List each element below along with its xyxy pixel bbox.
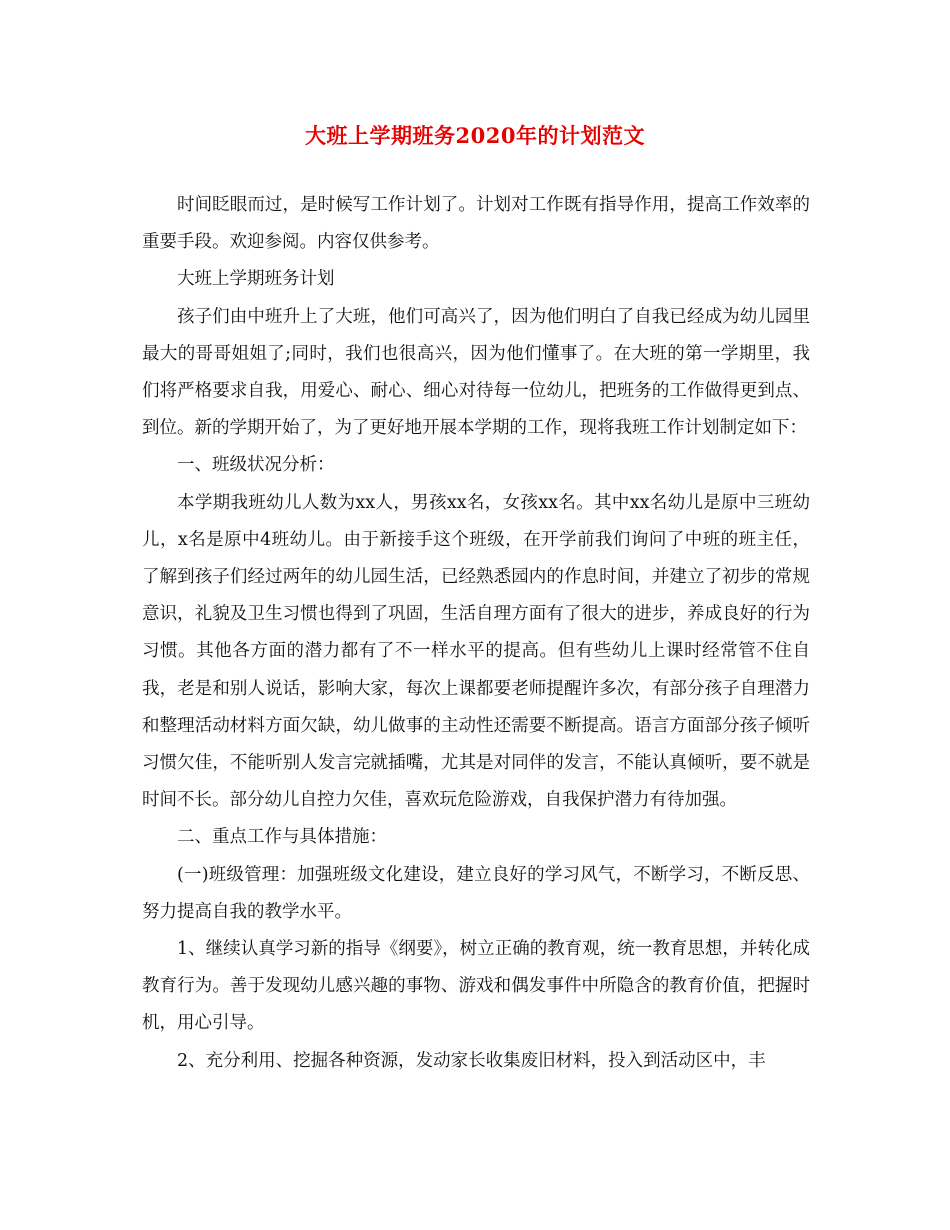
- paragraph-class-management: (一)班级管理：加强班级文化建设，建立良好的学习风气，不断学习，不断反思、努力提高自我的教学水平。: [142, 864, 810, 922]
- paragraph-item-1: 1、继续认真学习新的指导《纲要》，树立正确的教育观，统一教育思想，并转化成教育行为。善于发现幼儿感兴趣的事物、游戏和偶发事件中所隐含的教育价值，把握时机，用心引导。: [142, 939, 810, 1034]
- section-heading-key-work: 二、重点工作与具体措施：: [177, 827, 387, 848]
- paragraph-opening: 孩子们由中班升上了大班，他们可高兴了，因为他们明白了自我已经成为幼儿园里最大的哥哥姐姐了;同时，我们也很高兴，因为他们懂事了。在大班的第一学期里，我们将严格要求自我，用爱心、耐心、细心对待每一位幼儿，把班务的工作做得更到点、到位。新的学期开始了，为了更好地开展本学期的工作，现将我班工作计划制定如下：: [142, 306, 810, 439]
- document-title: 大班上学期班务2020年的计划范文: [305, 123, 645, 148]
- document-body: [142, 187, 810, 1080]
- paragraph-intro: 时间眨眼而过，是时候写工作计划了。计划对工作既有指导作用，提高工作效率的重要手段。欢迎参阅。内容仅供参考。: [142, 195, 810, 253]
- paragraph-class-analysis: 本学期我班幼儿人数为xx人，男孩xx名，女孩xx名。其中xx名幼儿是原中三班幼儿，x名是原中4班幼儿。由于新接手这个班级，在开学前我们询问了中班的班主任，了解到孩子们经过两年的幼儿园生活，已经熟悉园内的作息时间，并建立了初步的常规意识，礼貌及卫生习惯也得到了巩固，生活自理方面有了很大的进步，养成良好的行为习惯。其他各方面的潜力都有了不一样水平的提高。但有些幼儿上课时经常管不住自我，老是和别人说话，影响大家，每次上课都要老师提醒许多次，有部分孩子自理潜力和整理活动材料方面欠缺，幼儿做事的主动性还需要不断提高。语言方面部分孩子倾听习惯欠佳，不能听别人发言完就插嘴，尤其是对同伴的发言，不能认真倾听，要不就是时间不长。部分幼儿自控力欠佳，喜欢玩危险游戏，自我保护潜力有待加强。: [142, 492, 810, 811]
- paragraph-item-2: 2、充分利用、挖掘各种资源，发动家长收集废旧材料，投入到活动区中，丰: [177, 1050, 766, 1071]
- section-heading-class-analysis: 一、班级状况分析：: [177, 455, 335, 476]
- paragraph-subtitle: 大班上学期班务计划: [177, 269, 335, 290]
